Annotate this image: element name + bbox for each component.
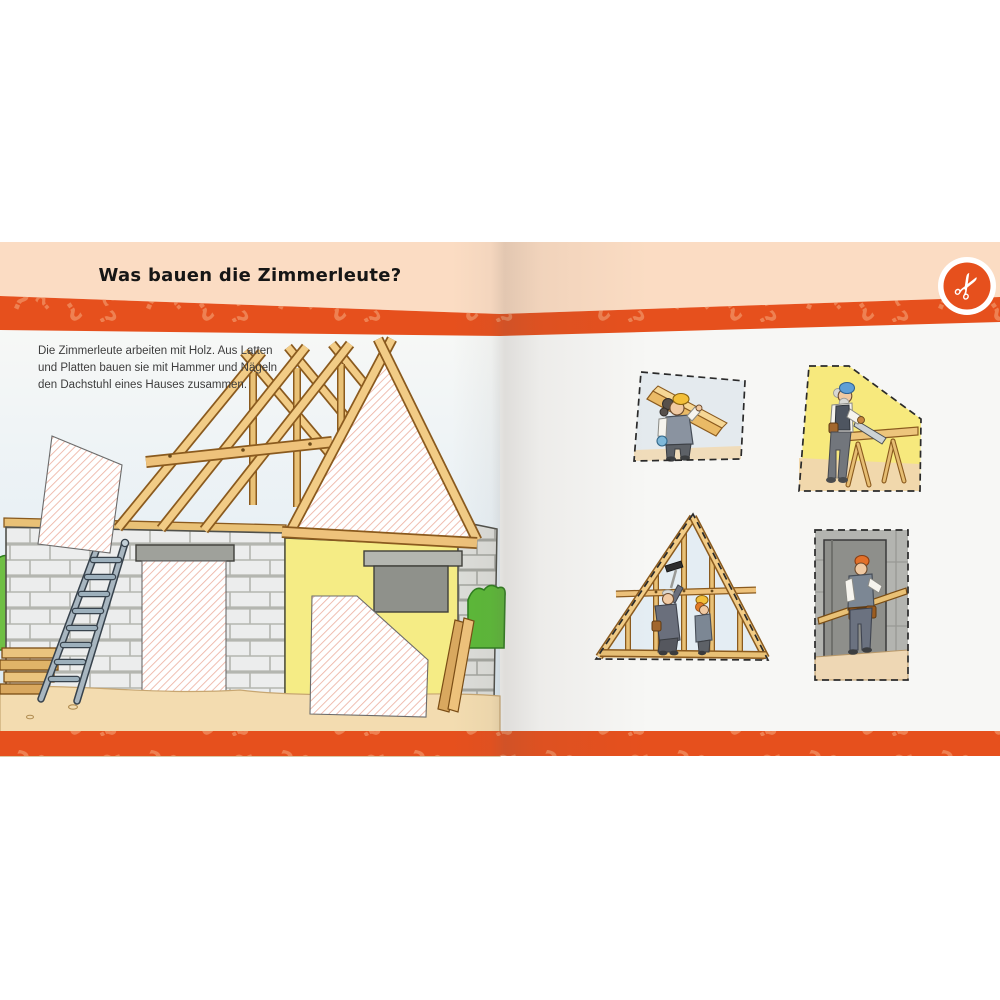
intro-line-2: und Platten bauen sie mit Hammer und Nägeln bbox=[38, 362, 278, 374]
page-gutter-shadow bbox=[452, 242, 648, 756]
intro-line-1: Die Zimmerleute arbeiten mit Holz. Aus Latten bbox=[38, 345, 273, 357]
piece-carpenter-in-doorway bbox=[815, 530, 908, 680]
door-lintel bbox=[136, 545, 234, 561]
scissors-icon bbox=[938, 257, 996, 315]
intro-text bbox=[38, 343, 308, 394]
window-lintel bbox=[364, 551, 462, 566]
page-title: Was bauen die Zimmerleute? bbox=[98, 265, 402, 286]
piece-carpenter-carrying-beam bbox=[634, 372, 745, 462]
intro-line-3: den Dachstuhl eines Hauses zusammen. bbox=[38, 379, 248, 391]
window bbox=[374, 566, 448, 612]
svg-text:✂: ✂ bbox=[943, 264, 993, 309]
placeholder-doorway bbox=[142, 561, 226, 696]
